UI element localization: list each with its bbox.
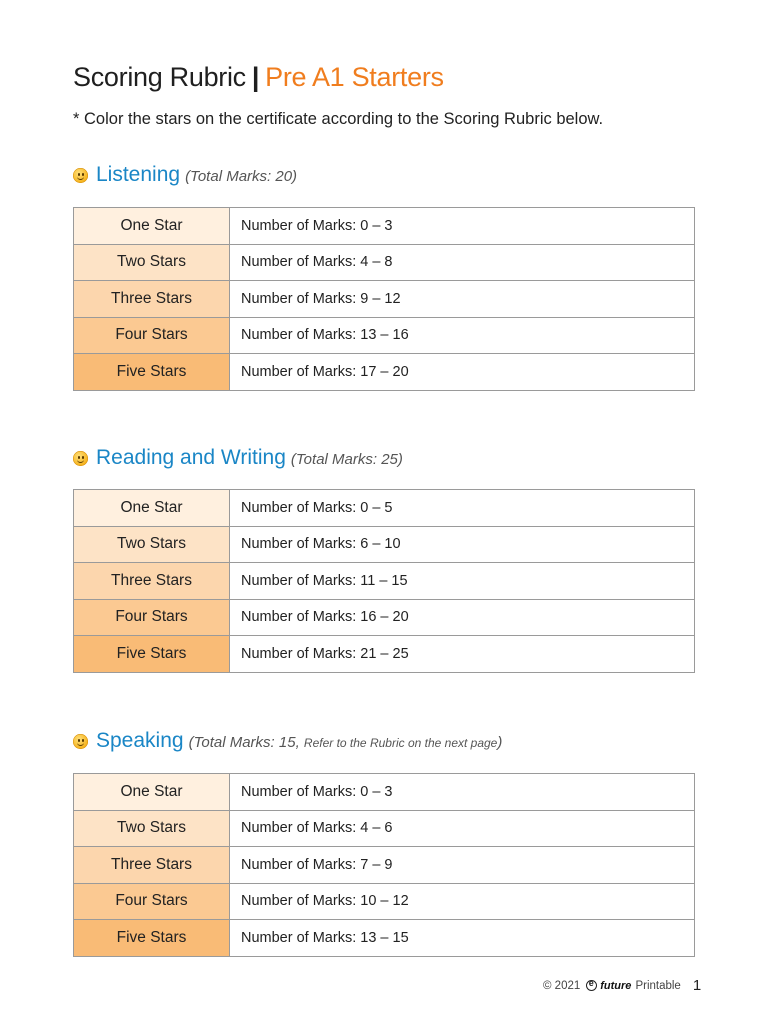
mark-range: Number of Marks: 0 – 5 [230, 490, 695, 527]
table-row [74, 847, 695, 884]
table-row [74, 774, 695, 811]
mark-range: Number of Marks: 0 – 3 [230, 208, 695, 245]
star-level: One Star [74, 208, 230, 245]
mark-range: Number of Marks: 7 – 9 [230, 847, 695, 884]
table-row [74, 526, 695, 563]
section-total-marks: (Total Marks: 20) [185, 168, 298, 185]
star-level: Two Stars [74, 244, 230, 281]
star-level: One Star [74, 774, 230, 811]
table-row [74, 244, 695, 281]
table-row [74, 810, 695, 847]
section-title: Listening [96, 163, 181, 186]
table-row [74, 208, 695, 245]
product-name: Printable [635, 979, 681, 992]
smiley-icon [73, 734, 88, 749]
rubric-table-reading-writing [73, 489, 695, 673]
mark-range: Number of Marks: 16 – 20 [230, 599, 695, 636]
section-total-marks [189, 734, 503, 751]
table-row [74, 636, 695, 673]
star-level: Three Stars [74, 281, 230, 318]
star-level: Four Stars [74, 883, 230, 920]
copyright-text: © 2021 [543, 979, 581, 992]
section-heading-speaking [73, 729, 502, 753]
table-row [74, 317, 695, 354]
rubric-table-listening [73, 207, 695, 391]
mark-range: Number of Marks: 11 – 15 [230, 563, 695, 600]
title-main: Scoring Rubric [73, 62, 246, 92]
table-row [74, 599, 695, 636]
table-row [74, 883, 695, 920]
mark-range: Number of Marks: 21 – 25 [230, 636, 695, 673]
mark-range: Number of Marks: 6 – 10 [230, 526, 695, 563]
star-level: Four Stars [74, 599, 230, 636]
mark-range: Number of Marks: 9 – 12 [230, 281, 695, 318]
brand-name: future [600, 979, 632, 992]
mark-range: Number of Marks: 4 – 6 [230, 810, 695, 847]
mark-range: Number of Marks: 13 – 16 [230, 317, 695, 354]
section-title: Reading and Writing [96, 446, 286, 469]
rubric-reference-note: Refer to the Rubric on the next page [303, 736, 498, 750]
table-row [74, 281, 695, 318]
section-total-marks: (Total Marks: 25) [290, 451, 403, 468]
table-row [74, 354, 695, 391]
mark-range: Number of Marks: 13 – 15 [230, 920, 695, 957]
section-heading-reading-writing [73, 446, 403, 470]
star-level: One Star [74, 490, 230, 527]
table-row [74, 563, 695, 600]
rubric-table-speaking [73, 773, 695, 957]
mark-range: Number of Marks: 17 – 20 [230, 354, 695, 391]
star-level: Five Stars [74, 354, 230, 391]
mark-range: Number of Marks: 0 – 3 [230, 774, 695, 811]
title-separator: | [251, 62, 260, 92]
title-level: Pre A1 Starters [265, 62, 444, 92]
page-footer [543, 977, 701, 994]
star-level: Five Stars [74, 636, 230, 673]
section-heading-listening [73, 163, 297, 187]
star-level: Three Stars [74, 847, 230, 884]
table-row [74, 490, 695, 527]
smiley-icon [73, 451, 88, 466]
mark-range: Number of Marks: 4 – 8 [230, 244, 695, 281]
page-title [73, 62, 444, 93]
table-row [74, 920, 695, 957]
section-title: Speaking [96, 729, 184, 752]
star-level: Three Stars [74, 563, 230, 600]
page-number: 1 [692, 977, 702, 994]
smiley-icon [73, 168, 88, 183]
total-marks-text: (Total Marks: 15, [188, 734, 300, 751]
e-future-logo-icon [586, 980, 597, 991]
mark-range: Number of Marks: 10 – 12 [230, 883, 695, 920]
instruction-note: * Color the stars on the certificate according to the Scoring Rubric below. [73, 110, 604, 128]
star-level: Two Stars [74, 810, 230, 847]
star-level: Five Stars [74, 920, 230, 957]
star-level: Four Stars [74, 317, 230, 354]
total-marks-close: ) [497, 734, 503, 751]
star-level: Two Stars [74, 526, 230, 563]
